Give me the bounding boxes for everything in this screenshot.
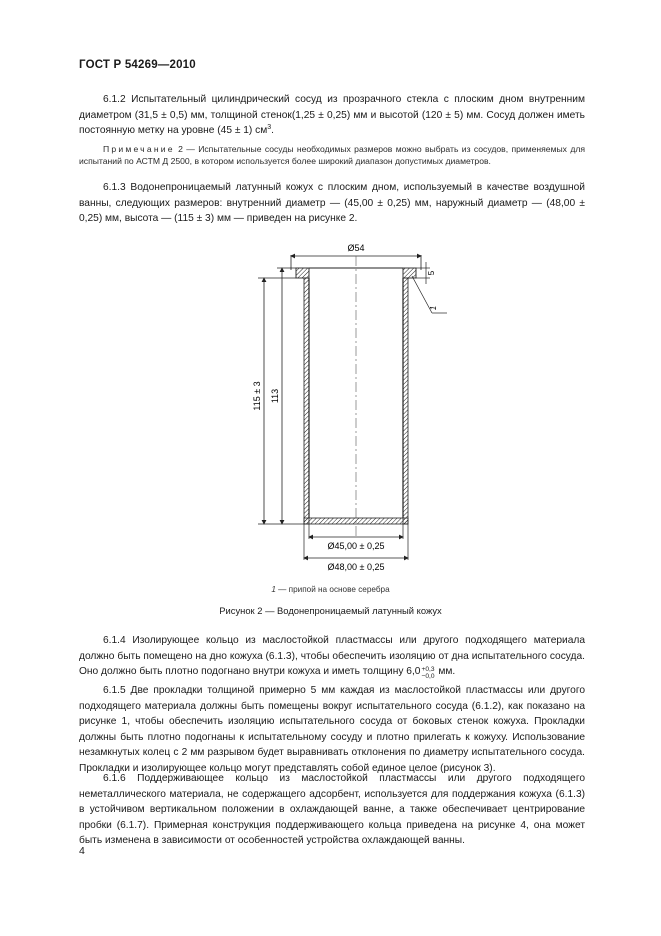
paragraph-6-1-2-text: 6.1.2 Испытательный цилиндрический сосуд из прозрачного стекла с плоским дном внутренним диаметром (31,5 ± 0,5) мм, толщиной стенок(1,25 ± 0,25) мм и высотой (120 ± 5) мм. Сосуд должен иметь постоянную метку на уровне (45 ± 1) см [79,94,585,137]
legend-text: — припой на основе серебра [275,585,390,594]
note-text: 2 — Испытательные сосуды необходимых размеров можно выбрать из сосудов, применяемых для испытаний по АСТМ Д 2500, в котором используется более широкий диапазон допустимых диаметров. [79,144,585,167]
paragraph-6-1-4 [79,633,585,680]
figure-legend [0,585,661,594]
page-number: 4 [79,845,85,857]
paragraph-6-1-3: 6.1.3 Водонепроницаемый латунный кожух с плоским дном, используемый в качестве воздушной ванны, следующих размеров: внутренний диаметр — (45,00 ± 0,25) мм, наружный диаметр — (48,00 ± 0,25) мм, высота — (115 ± 3) мм — приведен на рисунке 2. [79,182,585,225]
paragraph-6-1-2-end: . [271,125,274,137]
dim-ring-label: 5 [427,270,436,276]
figure-2 [0,236,661,581]
rim-ring-right [403,268,416,278]
dim-height-outer-label: 115 ± 3 [252,381,262,411]
paragraph-6-1-4-end: мм. [435,666,456,678]
dim-inner-diameter-label: Ø45,00 ± 0,25 [327,541,385,551]
page-header: ГОСТ Р 54269—2010 [79,59,196,71]
legend-number: 1 [271,585,276,594]
paragraph-6-1-2 [79,92,585,139]
superscript-cubic: 3 [267,124,272,132]
note-2 [79,143,585,168]
dim-outer-diameter-label: Ø48,00 ± 0,25 [327,562,385,572]
housing-drawing [0,236,661,581]
figure-caption: Рисунок 2 — Водонепроницаемый латунный кожух [219,605,442,616]
dimension-ring-height [416,262,436,284]
note-label: Примечание [103,144,175,154]
paragraph-6-1-5: 6.1.5 Две прокладки толщиной примерно 5 мм каждая из маслостойкой пластмассы или другого подходящего материала должны быть помещены вокруг испытательного сосуда (6.1.2), как показано на рисунке 1, чтобы обеспечить изоляцию испытательного сосуда от боковых стенок кожуха. Прокладки должны быть плотно подогнаны к испытательному сосуду и плотно прилегать к кожуху. Использование незамкнутых колец с 2 мм разрывом будет выравнивать отклонения по диаметру испытательного сосуда. Прокладки и изолирующее кольцо могут представлять собой единое целое (рисунок 3). [79,685,585,774]
callout-1-label: 1 [429,305,438,311]
tolerance-lower: −0,0 [421,673,435,681]
dim-height-inner-label: 113 [270,388,280,404]
callout-1 [412,276,447,313]
tolerance-upper: +0,3 [421,666,435,674]
paragraph-6-1-4-text: 6.1.4 Изолирующее кольцо из маслостойкой пластмассы или другого подходящего материала должно быть помещено на дно кожуха (6.1.3), чтобы обеспечить изоляцию от дна испытательного сосуда. Оно должно быть плотно подогнано внутри кожуха и иметь толщину 6,0 [79,635,585,678]
paragraph-6-1-6: 6.1.6 Поддерживающее кольцо из маслостойкой пластмассы или другого подходящего неметаллического материала, не содержащего адсорбент, используется для поддержания кожуха (6.1.3) в устойчивом вертикальном положении в охлаждающей ванне, а также обеспечивает центрирование пробки (6.1.7). Примерная конструкция поддерживающего кольца приведена на рисунке 4, она может быть изменена в зависимости от особенностей устройства охлаждающей ванны. [79,773,585,847]
dim-top-label: Ø54 [347,243,365,253]
rim-ring-left [296,268,309,278]
dimension-heights [252,268,304,524]
thickness-tolerance [421,666,434,680]
